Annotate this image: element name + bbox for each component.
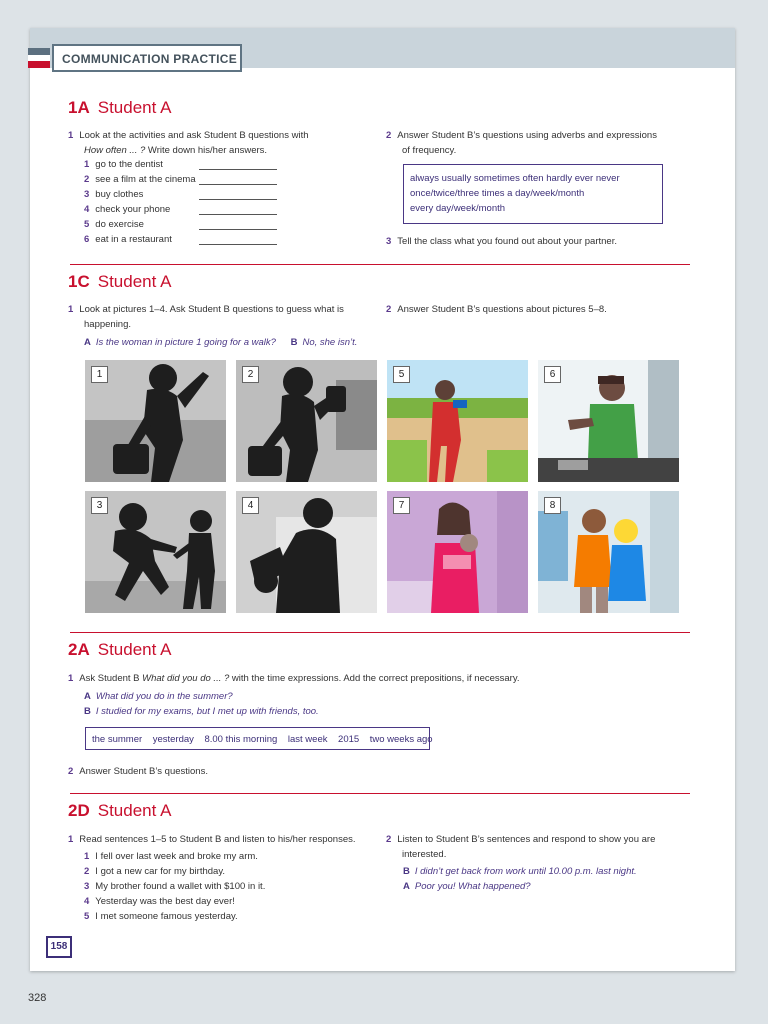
picture-7 — [387, 491, 528, 613]
s2d-sentence-item — [84, 851, 384, 862]
section-header: COMMUNICATION PRACTICE — [52, 44, 242, 72]
picture-2 — [236, 360, 377, 482]
s1a-q3: 3 Tell the class what you found out about your partner. — [386, 236, 617, 247]
s1c-example: A Is the woman in picture 1 going for a walk? B No, she isn’t. — [84, 337, 358, 348]
picture-number: 3 — [91, 497, 108, 514]
s1a-activity-item — [84, 234, 284, 245]
s2d-example: B I didn’t get back from work until 10.00 p.m. last night. A Poor you! What happened? — [403, 866, 637, 892]
s1a-activity-item — [84, 174, 284, 185]
s2a-example: A What did you do in the summer? B I studied for my exams, but I met up with friends, too. — [84, 691, 319, 717]
item-text: go to the dentist — [95, 159, 163, 170]
section-2a-title: 2A Student A — [68, 640, 172, 659]
answer-line — [199, 184, 277, 185]
s2d-sentence-item — [84, 866, 384, 877]
picture-number: 8 — [544, 497, 561, 514]
s2d-sentence-item — [84, 881, 384, 892]
section-1a-title: 1A Student A — [68, 98, 172, 117]
answer-line — [199, 169, 277, 170]
s2d-q1: 1 Read sentences 1–5 to Student B and listen to his/her responses. — [68, 834, 356, 845]
workbook-page — [30, 28, 735, 971]
item-number: 4 — [84, 896, 90, 907]
item-number: 5 — [84, 911, 90, 922]
item-number: 3 — [84, 881, 90, 892]
divider — [70, 793, 690, 794]
answer-line — [199, 229, 277, 230]
picture-number: 2 — [242, 366, 259, 383]
s1a-activity-item — [84, 219, 284, 230]
divider — [70, 632, 690, 633]
picture-number: 1 — [91, 366, 108, 383]
item-text: I fell over last week and broke my arm. — [95, 851, 258, 862]
s2d-q2: 2 Listen to Student B’s sentences and respond to show you are interested. — [386, 834, 656, 860]
picture-8 — [538, 491, 679, 613]
picture-6 — [538, 360, 679, 482]
item-text: eat in a restaurant — [95, 234, 172, 245]
item-text: My brother found a wallet with $100 in it. — [95, 881, 266, 892]
section-1c-title: 1C Student A — [68, 272, 172, 291]
picture-1 — [85, 360, 226, 482]
item-text: do exercise — [95, 219, 144, 230]
frequency-box: always usually sometimes often hardly ever never once/twice/three times a day/week/month every day/week/month — [403, 164, 663, 224]
item-number: 6 — [84, 234, 90, 245]
item-text: see a film at the cinema — [95, 174, 196, 185]
item-number: 2 — [84, 866, 90, 877]
picture-4 — [236, 491, 377, 613]
item-number: 1 — [84, 851, 90, 862]
answer-line — [199, 244, 277, 245]
time-expressions-box: the summer yesterday 8.00 this morning last week 2015 two weeks ago — [85, 727, 430, 750]
item-text: check your phone — [95, 204, 171, 215]
item-number: 3 — [84, 189, 90, 200]
s1a-q2: 2 Answer Student B’s questions using adverbs and expressions of frequency. — [386, 130, 657, 156]
item-text: buy clothes — [95, 189, 144, 200]
s1c-q2: 2 Answer Student B’s questions about pictures 5–8. — [386, 304, 607, 315]
s1a-q1: 1 Look at the activities and ask Student B questions with How often ... ? Write down his/her answers. — [68, 130, 309, 156]
picture-number: 5 — [393, 366, 410, 383]
picture-3 — [85, 491, 226, 613]
s1a-activity-item — [84, 189, 284, 200]
answer-line — [199, 214, 277, 215]
picture-5 — [387, 360, 528, 482]
s2d-sentence-item — [84, 911, 384, 922]
picture-number: 7 — [393, 497, 410, 514]
s1a-activity-item — [84, 159, 284, 170]
s2a-q1: 1 Ask Student B What did you do ... ? with the time expressions. Add the correct prepositions, if necessary. — [68, 673, 520, 684]
s1c-q1: 1 Look at pictures 1–4. Ask Student B questions to guess what is happening. — [68, 304, 344, 330]
item-text: Yesterday was the best day ever! — [95, 896, 235, 907]
item-number: 1 — [84, 159, 90, 170]
item-text: I met someone famous yesterday. — [95, 911, 238, 922]
page-number: 328 — [28, 992, 47, 1004]
section-2d-title: 2D Student A — [68, 801, 172, 820]
page-number-box: 158 — [46, 936, 72, 958]
s2d-sentence-item — [84, 896, 384, 907]
item-number: 5 — [84, 219, 90, 230]
flag-stripes — [28, 48, 50, 68]
s2a-q2: 2 Answer Student B’s questions. — [68, 766, 208, 777]
s1a-activity-item — [84, 204, 284, 215]
picture-number: 6 — [544, 366, 561, 383]
item-text: I got a new car for my birthday. — [95, 866, 226, 877]
picture-number: 4 — [242, 497, 259, 514]
answer-line — [199, 199, 277, 200]
item-number: 2 — [84, 174, 90, 185]
item-number: 4 — [84, 204, 90, 215]
divider — [70, 264, 690, 265]
